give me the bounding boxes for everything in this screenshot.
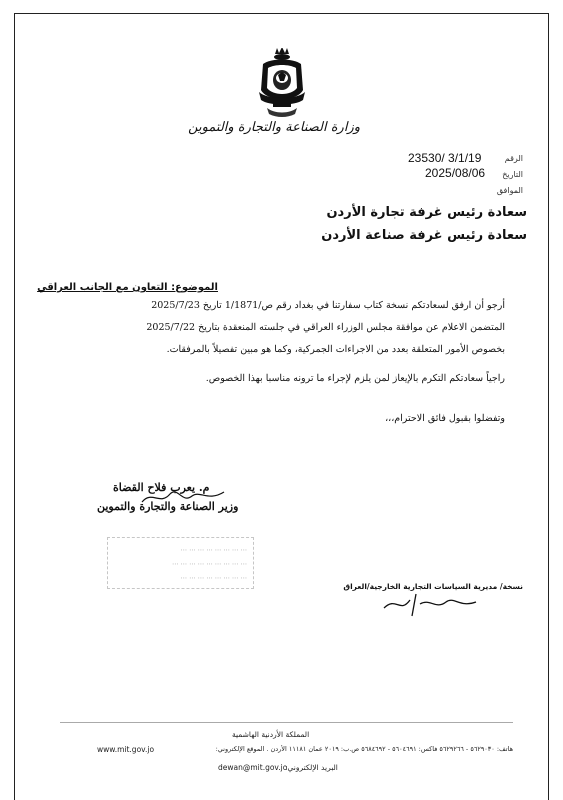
footer-contact: هاتف: ٥٦٢٩٠٣٠ - ٥٦٢٩٢٦٦ فاكس: ٥٦٠٤٦٩١ - ٥٦٨٤٦٩٢ ص.ب: ٢٠١٩ عمان ١١١٨١ الأردن . الموقع الإلكتروني: <box>215 745 513 753</box>
closing-line: وتفضلوا بقبول فائق الاحترام،،، <box>385 413 505 424</box>
footer-website[interactable]: www.mit.gov.jo <box>97 745 155 754</box>
body-line: راجياً سعادتكم التكرم بالإيعاز لمن يلزم لإجراء ما ترونه مناسبا بهذا الخصوص. <box>205 373 505 384</box>
coat-of-arms-icon <box>257 48 307 120</box>
reference-date: 2025/08/06 <box>425 166 486 180</box>
signer-title: وزير الصناعة والتجارة والتموين <box>97 500 239 513</box>
reference-number: 23530/ 3/1/19 <box>408 151 482 165</box>
copy-to-line: نسخة/ مديرية السياسات التجارية الخارجية/العراق <box>343 582 523 591</box>
addressee-line: سعادة رئيس غرفة صناعة الأردن <box>321 228 527 243</box>
body-line: بخصوص الأمور المتعلقة بعدد من الاجراءات الجمركية، وكما هو مبين تفصيلاً بالمرفقات. <box>166 344 505 355</box>
footer-email-label: البريد الإلكتروني: <box>285 763 338 772</box>
page-border-top <box>14 13 549 14</box>
signer-name: م. يعرب فلاح القضاة <box>113 481 210 494</box>
addressee-line: سعادة رئيس غرفة تجارة الأردن <box>326 205 527 220</box>
faded-stamp: ⋯ ⋯ ⋯ ⋯ ⋯ ⋯ ⋯ ⋯ ⋯ ⋯ ⋯ ⋯ ⋯ ⋯ ⋯ ⋯ ⋯ ⋯ ⋯ ⋯ ⋯ ⋯ ⋯ ⋯ ⋯ <box>107 537 254 589</box>
body-line: أرجو أن ارفق لسعادتكم نسخة كتاب سفارتنا في بغداد رقم ص/1/1871 تاريخ 2025/7/23 <box>151 300 505 311</box>
reference-date-label: التاريخ <box>502 170 523 179</box>
body-line: المتضمن الاعلام عن موافقة مجلس الوزراء العراقي في جلسته المنعقدة بتاريخ 2025/7/22 <box>146 322 505 333</box>
initials-signature-icon <box>380 590 490 618</box>
subject-line: الموضوع: التعاون مع الجانب العراقي <box>37 282 218 293</box>
reference-number-label: الرقم <box>504 154 523 163</box>
footer-kingdom: المملكة الأردنية الهاشمية <box>232 730 310 739</box>
page-border-right <box>548 13 549 800</box>
footer-divider <box>60 722 513 723</box>
ministry-name: وزارة الصناعة والتجارة والتموين <box>188 120 360 135</box>
footer-email[interactable]: dewan@mit.gov.jo <box>218 763 288 772</box>
reference-corresponding-label: الموافق <box>496 186 523 195</box>
page-border-left <box>14 13 15 800</box>
